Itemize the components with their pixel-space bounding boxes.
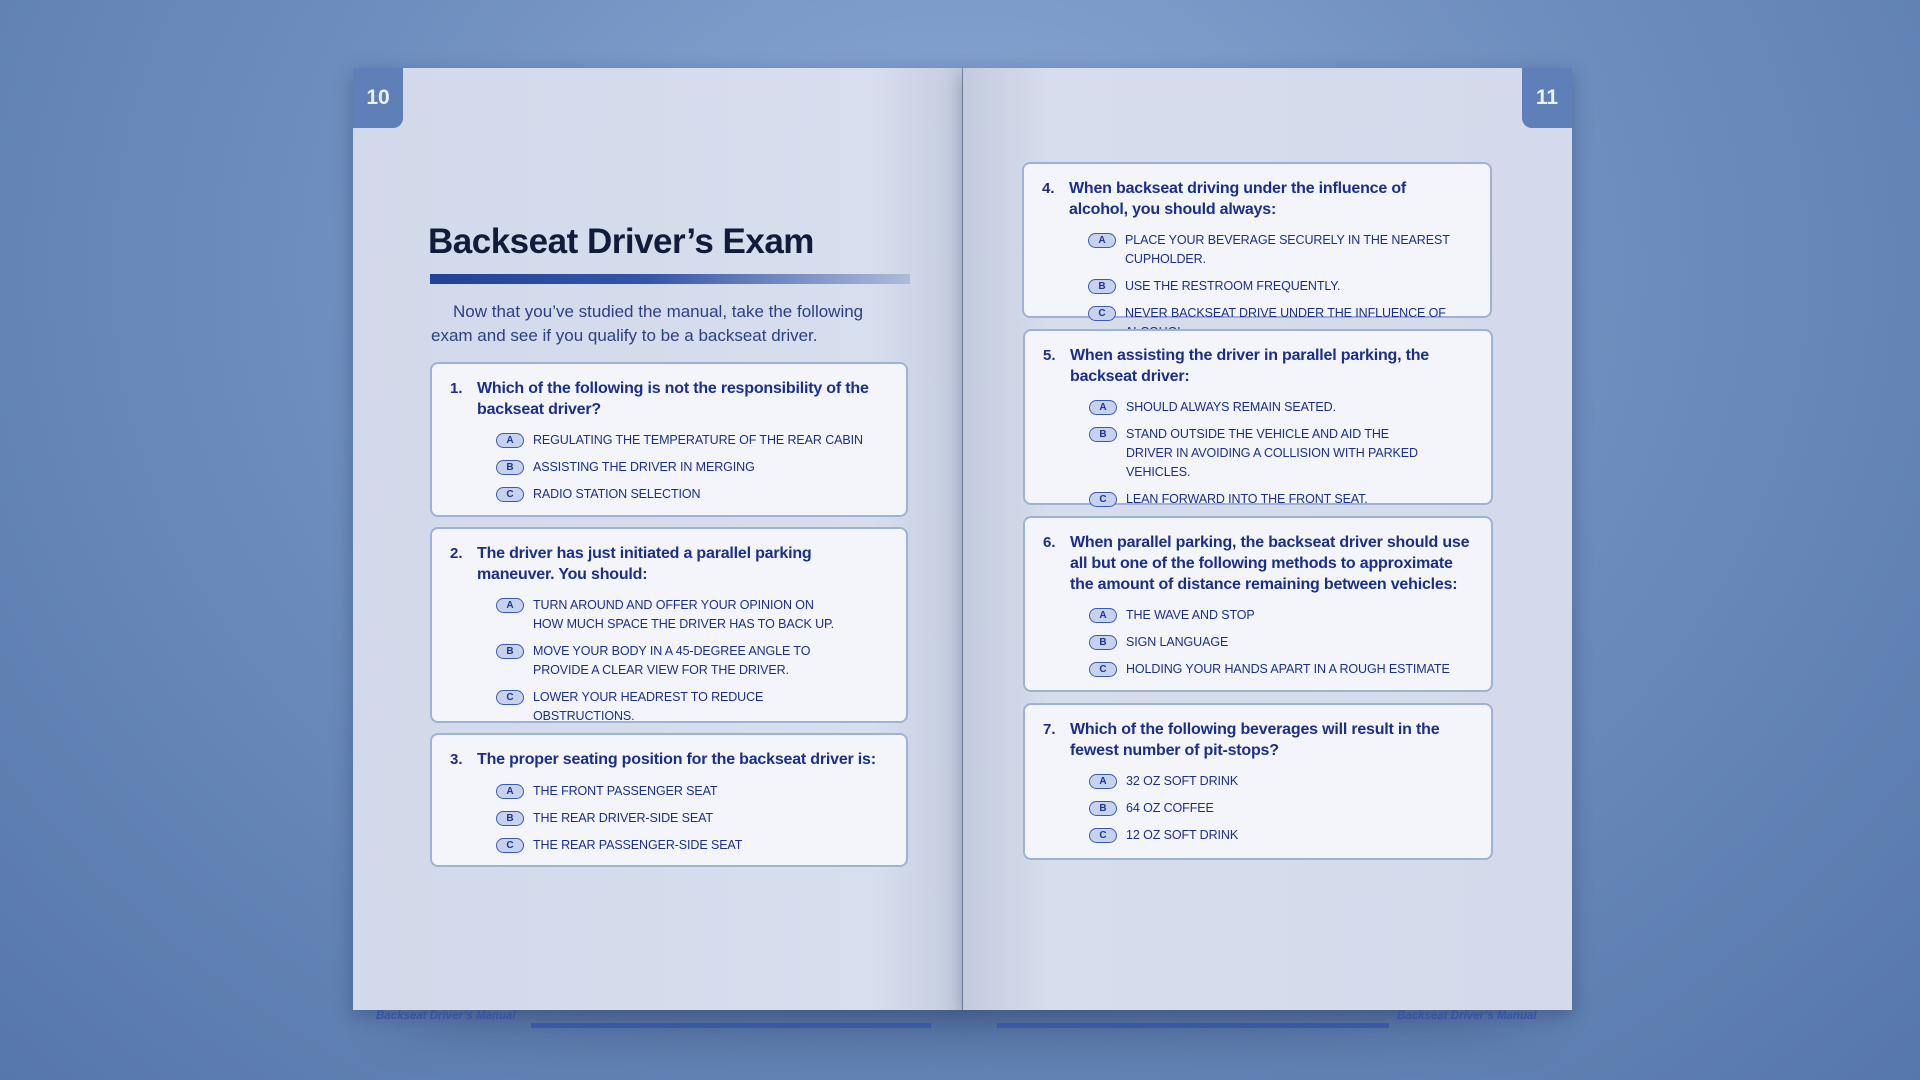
option-text: HOLDING YOUR HANDS APART IN A ROUGH ESTIMATE: [1126, 662, 1450, 676]
question-card-5: [1023, 329, 1493, 505]
option-text: LOWER YOUR HEADREST TO REDUCE OBSTRUCTIONS.: [533, 690, 764, 723]
question-card-1: [430, 362, 908, 517]
option-letter-badge: A: [496, 598, 524, 613]
footer-manual-label: Backseat Driver’s Manual: [1397, 1010, 1537, 1022]
option-text: REGULATING THE TEMPERATURE OF THE REAR CABIN: [533, 433, 863, 447]
answer-option-c[interactable]: [1089, 490, 1439, 509]
answer-option-b[interactable]: [1089, 633, 1479, 652]
answer-option-a[interactable]: [496, 431, 896, 450]
option-text: NEVER BACKSEAT DRIVE UNDER THE INFLUENCE OF: [1125, 306, 1446, 320]
option-text: TURN AROUND AND OFFER YOUR OPINION ON HOW MUCH SPACE THE DRIVER HAS TO BACK UP.: [533, 598, 835, 631]
question-card-3: [430, 733, 908, 867]
question-number: 1.: [450, 380, 463, 397]
option-letter-badge: A: [1088, 233, 1116, 248]
answer-option-b[interactable]: [496, 809, 886, 828]
option-text: 32 OZ SOFT DRINK: [1126, 774, 1239, 788]
answer-option-a[interactable]: [496, 596, 846, 634]
answer-option-c[interactable]: [496, 485, 896, 504]
option-text: THE WAVE AND STOP: [1126, 608, 1255, 622]
option-letter-badge: C: [496, 487, 524, 502]
question-card-6: [1023, 516, 1493, 692]
question-text: Which of the following is not the responsibility of the backseat driver?: [477, 380, 869, 418]
option-text: THE FRONT PASSENGER SEAT: [533, 784, 718, 798]
answer-option-c[interactable]: [496, 836, 886, 855]
answer-option-a[interactable]: [1089, 606, 1479, 625]
title-underline-bar: [430, 274, 910, 284]
option-letter-badge: C: [1089, 662, 1117, 677]
right-page: [963, 68, 1572, 1022]
question-text: When backseat driving under the influence of alcohol, you should always:: [1069, 180, 1407, 218]
option-text: USE THE RESTROOM FREQUENTLY.: [1125, 279, 1341, 293]
question-text: When assisting the driver in parallel parking, the backseat driver:: [1070, 347, 1429, 385]
option-text: PLACE YOUR BEVERAGE SECURELY IN THE NEAREST CUPHOLDER.: [1125, 233, 1450, 266]
question-number: 3.: [450, 751, 463, 768]
answer-option-a[interactable]: [1089, 772, 1479, 791]
question-number: 4.: [1042, 180, 1055, 197]
answer-option-b[interactable]: [496, 458, 896, 477]
page-number-tab: 11: [1522, 68, 1572, 128]
option-letter-badge: A: [1089, 400, 1117, 415]
answer-option-a[interactable]: [1088, 231, 1488, 269]
option-letter-badge: B: [1088, 279, 1116, 294]
left-page: [353, 68, 964, 1022]
option-text: MOVE YOUR BODY IN A 45-DEGREE ANGLE TO PROVIDE A CLEAR VIEW FOR THE DRIVER.: [533, 644, 811, 677]
question-number: 2.: [450, 545, 463, 562]
option-letter-badge: A: [1089, 774, 1117, 789]
intro-paragraph: Now that you’ve studied the manual, take the following exam and see if you qualify to be a backseat driver.: [431, 302, 864, 345]
option-letter-badge: C: [496, 838, 524, 853]
question-text: Which of the following beverages will result in the fewest number of pit-stops?: [1070, 721, 1440, 759]
answer-option-c[interactable]: [1089, 826, 1479, 845]
option-text: STAND OUTSIDE THE VEHICLE AND AID THE DRIVER IN AVOIDING A COLLISION WITH PARKED VEHICLES.: [1126, 427, 1418, 479]
option-letter-badge: B: [1089, 635, 1117, 650]
question-card-7: [1023, 703, 1493, 860]
answer-option-b[interactable]: [496, 642, 846, 680]
footer-bar: [997, 1023, 1389, 1028]
question-card-2: [430, 527, 908, 723]
answer-option-c[interactable]: [496, 688, 846, 726]
option-letter-badge: C: [1089, 828, 1117, 843]
option-letter-badge: B: [496, 811, 524, 826]
answer-option-b[interactable]: [1089, 799, 1479, 818]
option-letter-badge: B: [496, 460, 524, 475]
question-text: The proper seating position for the backseat driver is:: [477, 751, 876, 768]
option-letter-badge: A: [496, 433, 524, 448]
option-text: 64 OZ COFFEE: [1126, 801, 1214, 815]
question-card-4: [1022, 162, 1492, 318]
answer-option-a[interactable]: [1089, 398, 1439, 417]
option-letter-badge: B: [1089, 427, 1117, 442]
answer-option-a[interactable]: [496, 782, 886, 801]
exam-title: Backseat Driver’s Exam: [428, 222, 814, 261]
question-number: 7.: [1043, 721, 1056, 738]
option-letter-badge: A: [496, 784, 524, 799]
option-text: THE REAR DRIVER-SIDE SEAT: [533, 811, 713, 825]
footer-manual-label: Backseat Driver’s Manual: [376, 1010, 516, 1022]
question-text: When parallel parking, the backseat driver should use all but one of the following methods to approximate the amount of distance remaining between vehicles:: [1070, 534, 1470, 593]
question-number: 6.: [1043, 534, 1056, 551]
option-letter-badge: A: [1089, 608, 1117, 623]
question-number: 5.: [1043, 347, 1056, 364]
page-number-tab: 10: [353, 68, 403, 128]
answer-option-b[interactable]: [1088, 277, 1488, 296]
option-letter-badge: C: [496, 690, 524, 705]
answer-option-b[interactable]: [1089, 425, 1439, 482]
option-text: SIGN LANGUAGE: [1126, 635, 1229, 649]
option-letter-badge: C: [1088, 306, 1116, 321]
option-text: RADIO STATION SELECTION: [533, 487, 701, 501]
option-letter-badge: B: [1089, 801, 1117, 816]
option-text: THE REAR PASSENGER-SIDE SEAT: [533, 838, 743, 852]
option-letter-badge: C: [1089, 492, 1117, 507]
option-text: SHOULD ALWAYS REMAIN SEATED.: [1126, 400, 1336, 414]
answer-option-c[interactable]: [1089, 660, 1479, 679]
footer-bar: [531, 1023, 931, 1028]
question-text: The driver has just initiated a parallel parking maneuver. You should:: [477, 545, 812, 583]
option-text: 12 OZ SOFT DRINK: [1126, 828, 1239, 842]
option-text: LEAN FORWARD INTO THE FRONT SEAT.: [1126, 492, 1368, 506]
option-text: ASSISTING THE DRIVER IN MERGING: [533, 460, 755, 474]
option-letter-badge: B: [496, 644, 524, 659]
